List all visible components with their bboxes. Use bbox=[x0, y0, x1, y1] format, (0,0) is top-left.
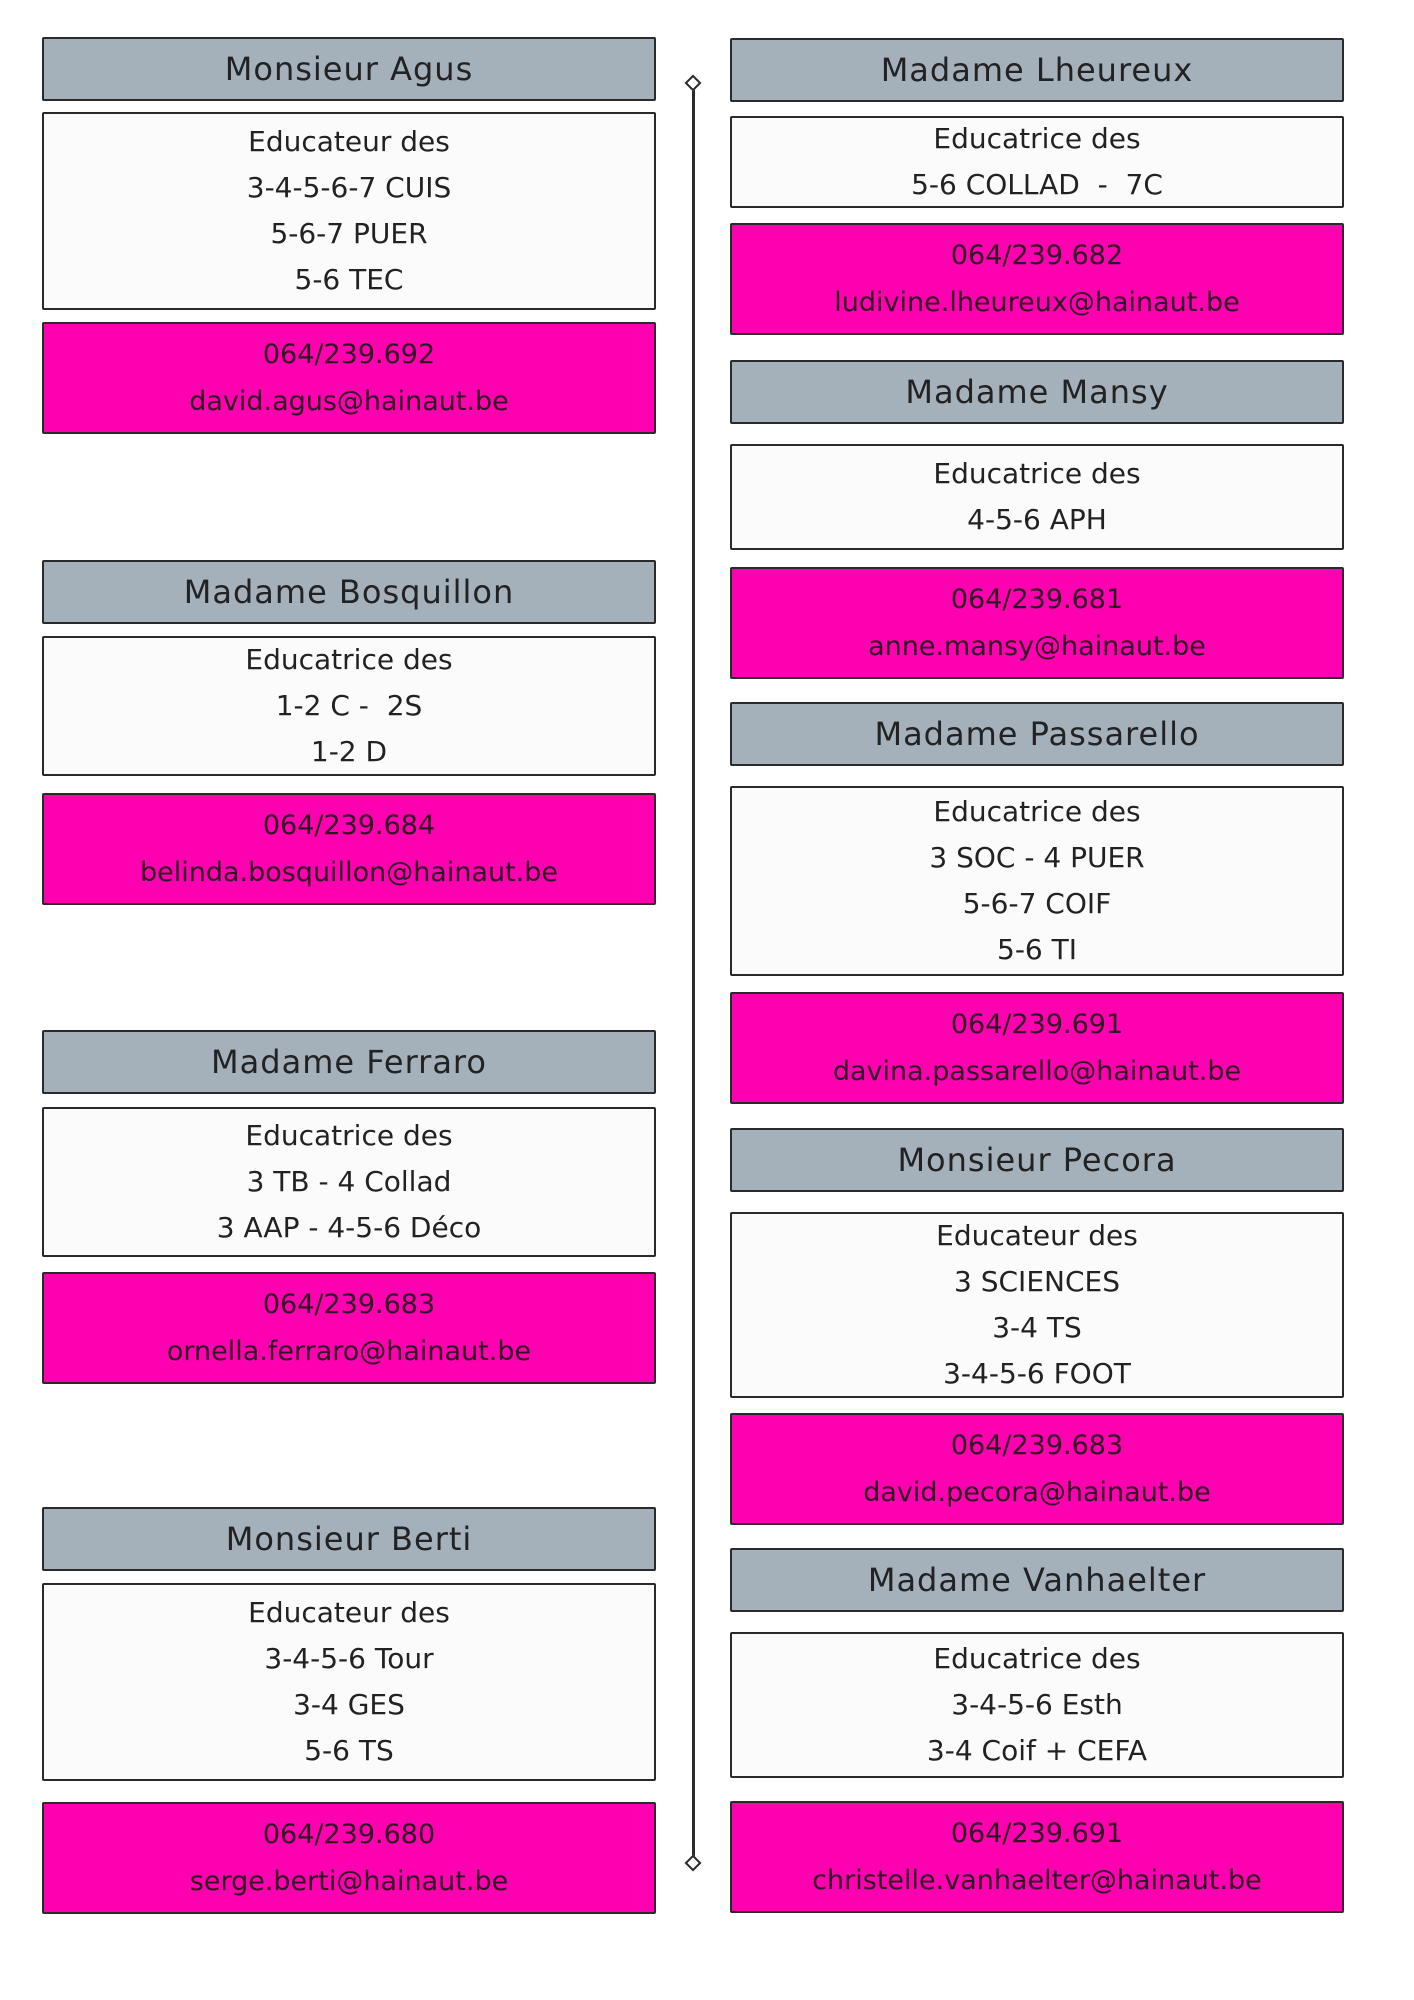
duty-line: 3-4 GES bbox=[293, 1688, 405, 1721]
contact-box bbox=[730, 1801, 1344, 1913]
duty-box bbox=[730, 786, 1344, 976]
staff-name: Monsieur Pecora bbox=[897, 1141, 1177, 1179]
phone-number[interactable]: 064/239.691 bbox=[950, 1818, 1124, 1849]
phone-number[interactable]: 064/239.683 bbox=[262, 1289, 436, 1320]
duty-line: 5-6-7 COIF bbox=[962, 887, 1112, 920]
duty-line: 3-4 Coif + CEFA bbox=[926, 1734, 1148, 1767]
divider-top-cap bbox=[685, 75, 702, 92]
contact-box bbox=[42, 1802, 656, 1914]
duty-box bbox=[42, 112, 656, 310]
duty-line: 5-6 COLLAD - 7C bbox=[911, 168, 1163, 201]
duty-line: 3-4-5-6 Tour bbox=[264, 1642, 434, 1675]
duty-box bbox=[42, 1107, 656, 1257]
duty-line: 3-4-5-6 Esth bbox=[951, 1688, 1123, 1721]
duty-line: 3 SCIENCES bbox=[954, 1265, 1120, 1298]
duty-line: Educatrice des bbox=[933, 122, 1141, 155]
duty-line: 3 TB - 4 Collad bbox=[246, 1165, 452, 1198]
staff-name: Madame Mansy bbox=[905, 373, 1169, 411]
staff-name-bar bbox=[730, 702, 1344, 766]
contact-box bbox=[730, 567, 1344, 679]
staff-name-bar bbox=[42, 1030, 656, 1094]
duty-line: 4-5-6 APH bbox=[967, 503, 1107, 536]
email-address[interactable]: david.agus@hainaut.be bbox=[189, 386, 509, 417]
duty-line: Educateur des bbox=[248, 125, 450, 158]
email-address[interactable]: christelle.vanhaelter@hainaut.be bbox=[812, 1865, 1262, 1896]
duty-line: Educatrice des bbox=[933, 795, 1141, 828]
phone-number[interactable]: 064/239.691 bbox=[950, 1009, 1124, 1040]
duty-line: Educateur des bbox=[936, 1219, 1138, 1252]
contact-box bbox=[42, 1272, 656, 1384]
staff-name: Madame Bosquillon bbox=[183, 573, 515, 611]
duty-line: Educatrice des bbox=[933, 457, 1141, 490]
staff-name-bar bbox=[42, 1507, 656, 1571]
staff-name-bar bbox=[730, 1548, 1344, 1612]
contact-box bbox=[42, 322, 656, 434]
duty-line: 3 SOC - 4 PUER bbox=[929, 841, 1145, 874]
phone-number[interactable]: 064/239.682 bbox=[950, 240, 1124, 271]
staff-name-bar bbox=[730, 360, 1344, 424]
staff-name: Madame Lheureux bbox=[880, 51, 1194, 89]
duty-line: 3-4-5-6 FOOT bbox=[943, 1357, 1131, 1390]
divider-bottom-cap bbox=[685, 1855, 702, 1872]
duty-line: 1-2 D bbox=[310, 735, 388, 768]
staff-name-bar bbox=[42, 37, 656, 101]
column-divider bbox=[692, 82, 695, 1862]
duty-box bbox=[42, 636, 656, 776]
staff-name-bar bbox=[730, 38, 1344, 102]
staff-name-bar bbox=[42, 560, 656, 624]
staff-name: Madame Vanhaelter bbox=[867, 1561, 1207, 1599]
duty-line: Educatrice des bbox=[245, 1119, 453, 1152]
phone-number[interactable]: 064/239.683 bbox=[950, 1430, 1124, 1461]
phone-number[interactable]: 064/239.680 bbox=[262, 1819, 436, 1850]
contact-box bbox=[730, 223, 1344, 335]
email-address[interactable]: davina.passarello@hainaut.be bbox=[832, 1056, 1242, 1087]
duty-line: Educatrice des bbox=[933, 1642, 1141, 1675]
contact-box bbox=[42, 793, 656, 905]
phone-number[interactable]: 064/239.684 bbox=[262, 810, 436, 841]
duty-box bbox=[42, 1583, 656, 1781]
duty-line: 3-4 TS bbox=[992, 1311, 1082, 1344]
duty-line: 5-6-7 PUER bbox=[270, 217, 428, 250]
duty-line: Educatrice des bbox=[245, 643, 453, 676]
staff-name: Madame Ferraro bbox=[211, 1043, 487, 1081]
duty-line: 3-4-5-6-7 CUIS bbox=[246, 171, 452, 204]
staff-name-bar bbox=[730, 1128, 1344, 1192]
staff-name: Monsieur Agus bbox=[224, 50, 474, 88]
email-address[interactable]: belinda.bosquillon@hainaut.be bbox=[139, 857, 559, 888]
staff-name: Monsieur Berti bbox=[225, 1520, 473, 1558]
duty-box bbox=[730, 1212, 1344, 1398]
duty-line: 3 AAP - 4-5-6 Déco bbox=[216, 1211, 482, 1244]
phone-number[interactable]: 064/239.692 bbox=[262, 339, 436, 370]
duty-box bbox=[730, 116, 1344, 208]
duty-box bbox=[730, 444, 1344, 550]
duty-line: 5-6 TEC bbox=[294, 263, 404, 296]
contact-box bbox=[730, 992, 1344, 1104]
email-address[interactable]: serge.berti@hainaut.be bbox=[189, 1866, 509, 1897]
duty-line: 1-2 C - 2S bbox=[275, 689, 423, 722]
email-address[interactable]: david.pecora@hainaut.be bbox=[863, 1477, 1211, 1508]
duty-line: 5-6 TI bbox=[997, 933, 1077, 966]
duty-line: Educateur des bbox=[248, 1596, 450, 1629]
contact-box bbox=[730, 1413, 1344, 1525]
email-address[interactable]: anne.mansy@hainaut.be bbox=[868, 631, 1206, 662]
phone-number[interactable]: 064/239.681 bbox=[950, 584, 1124, 615]
duty-line: 5-6 TS bbox=[304, 1734, 394, 1767]
duty-box bbox=[730, 1632, 1344, 1778]
staff-name: Madame Passarello bbox=[874, 715, 1200, 753]
email-address[interactable]: ludivine.lheureux@hainaut.be bbox=[834, 287, 1240, 318]
email-address[interactable]: ornella.ferraro@hainaut.be bbox=[166, 1336, 532, 1367]
